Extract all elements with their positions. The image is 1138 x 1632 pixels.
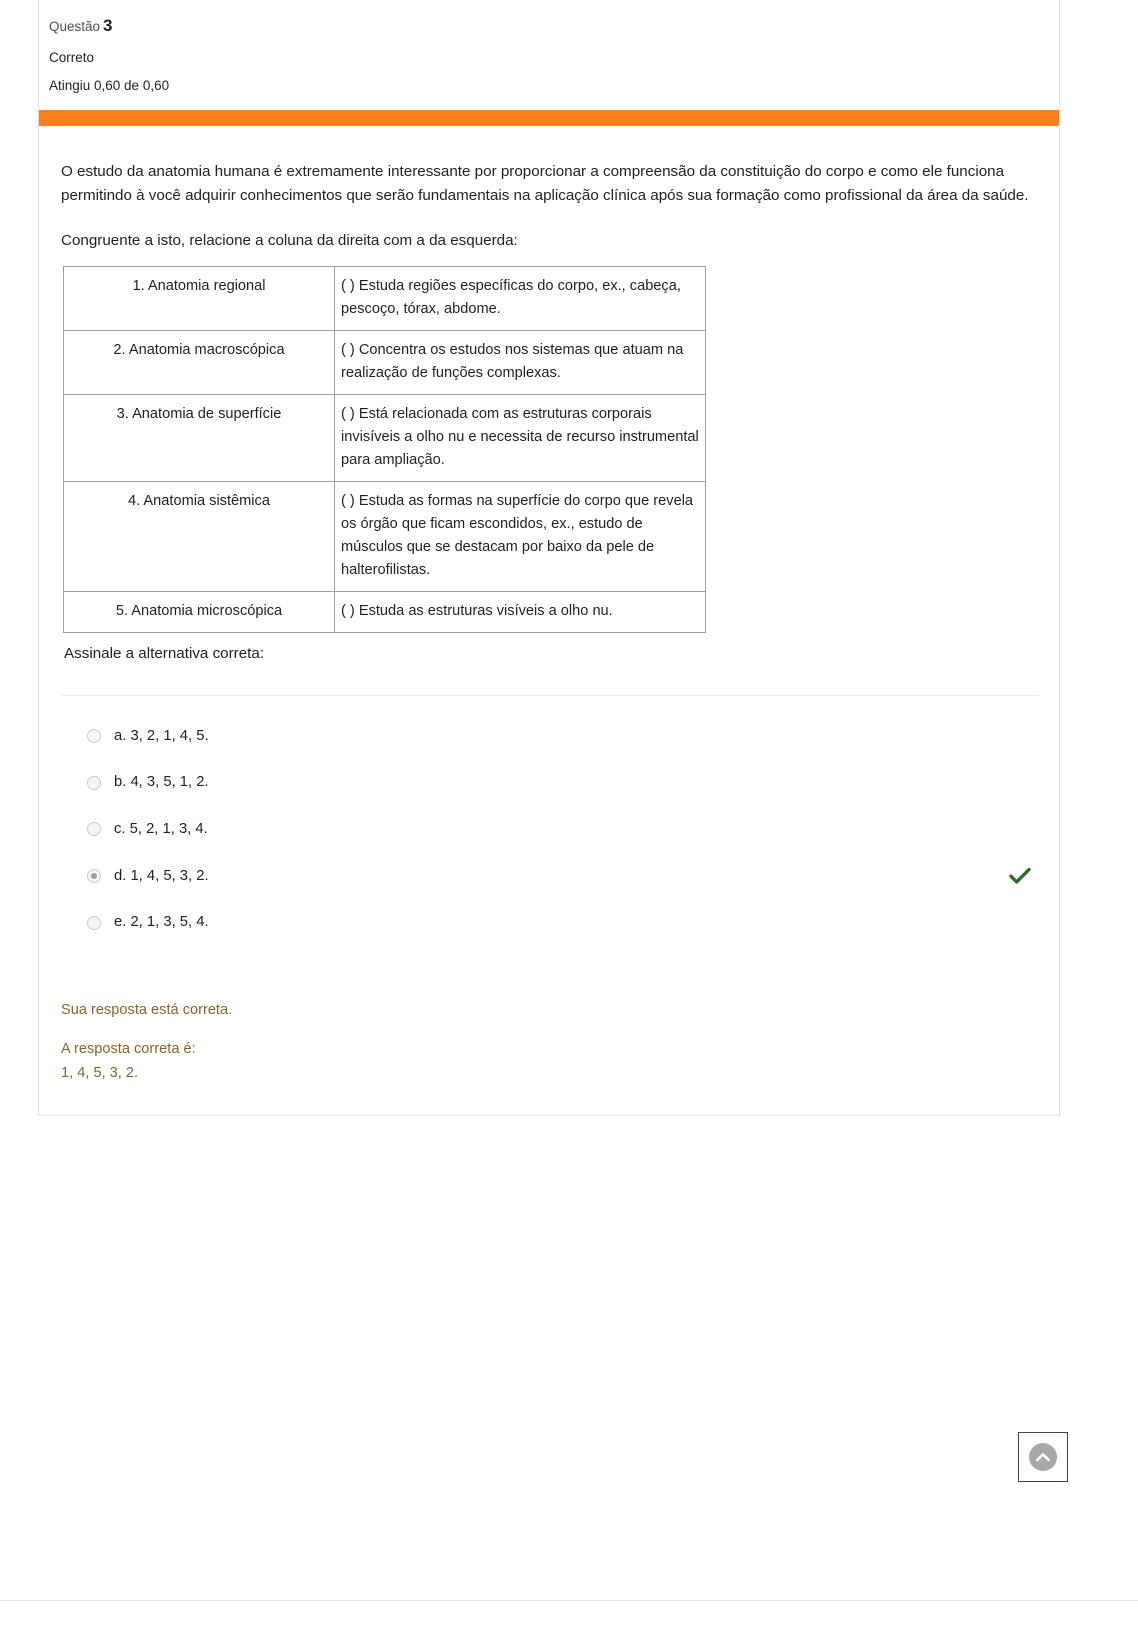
match-definition: ( ) Estuda as estruturas visíveis a olho nu. <box>335 592 706 633</box>
radio-option-a[interactable] <box>87 729 101 743</box>
feedback-correct-heading: A resposta correta é: <box>61 1040 196 1057</box>
option-label-e: e. 2, 1, 3, 5, 4. <box>114 914 209 931</box>
table-row <box>64 266 706 330</box>
option-label-a: a. 3, 2, 1, 4, 5. <box>114 727 209 744</box>
scroll-to-top-button[interactable] <box>1018 1432 1068 1482</box>
match-term: 2. Anatomia macroscópica <box>64 330 335 394</box>
page-bottom-divider <box>0 1600 1138 1601</box>
radio-option-c[interactable] <box>87 822 101 836</box>
option-label-b: b. 4, 3, 5, 1, 2. <box>114 774 209 791</box>
radio-option-b[interactable] <box>87 776 101 790</box>
table-row <box>64 394 706 481</box>
instruction-text: Assinale a alternativa correta: <box>64 645 265 663</box>
question-number-row <box>49 14 1059 39</box>
matching-table <box>63 266 706 634</box>
table-row <box>64 592 706 633</box>
chevron-up-icon <box>1029 1443 1057 1471</box>
option-row-a[interactable] <box>61 726 1039 747</box>
feedback-correct-value: 1, 4, 5, 3, 2. <box>61 1065 139 1082</box>
match-definition: ( ) Estuda as formas na superfície do corpo que revela os órgão que ficam escondidos, ex., estudo de músculos que se destacam por baixo da pele de halterofilistas. <box>335 481 706 591</box>
stem-paragraph-2: Congruente a isto, relacione a coluna da direita com a da esquerda: <box>61 232 518 250</box>
question-number-label: Questão <box>49 19 101 34</box>
answer-options <box>61 695 1039 934</box>
check-icon <box>1009 867 1031 885</box>
match-definition: ( ) Concentra os estudos nos sistemas que atuam na realização de funções complexas. <box>335 330 706 394</box>
match-term: 3. Anatomia de superfície <box>64 394 335 481</box>
match-definition: ( ) Estuda regiões específicas do corpo, ex., cabeça, pescoço, tórax, abdome. <box>335 266 706 330</box>
option-row-e[interactable] <box>61 912 1039 933</box>
question-stem <box>61 160 1039 254</box>
option-row-c[interactable] <box>61 819 1039 840</box>
match-term: 4. Anatomia sistêmica <box>64 481 335 591</box>
match-term: 5. Anatomia microscópica <box>64 592 335 633</box>
question-grade: Atingiu 0,60 de 0,60 <box>49 78 170 94</box>
question-card <box>38 0 1060 1116</box>
question-state: Correto <box>49 49 95 65</box>
status-bar <box>39 110 1059 126</box>
match-term: 1. Anatomia regional <box>64 266 335 330</box>
match-definition: ( ) Está relacionada com as estruturas corporais invisíveis a olho nu e necessita de recurso instrumental para ampliação. <box>335 394 706 481</box>
radio-option-e[interactable] <box>87 916 101 930</box>
feedback-result: Sua resposta está correta. <box>61 1002 233 1019</box>
question-number-value: 3 <box>103 16 113 35</box>
table-row <box>64 330 706 394</box>
stem-paragraph-1: O estudo da anatomia humana é extremamente interessante por proporcionar a compreensão da constituição do corpo e como ele funciona permitindo à você adquirir conhecimentos que serão fundamentais na aplicação clínica após sua formação como profissional da área da saúde. <box>61 162 1029 205</box>
question-info-header <box>39 0 1059 110</box>
option-label-d: d. 1, 4, 5, 3, 2. <box>114 867 209 884</box>
feedback-block <box>61 999 1039 1085</box>
option-row-d[interactable] <box>61 866 1039 887</box>
option-label-c: c. 5, 2, 1, 3, 4. <box>114 820 208 837</box>
table-row <box>64 481 706 591</box>
option-row-b[interactable] <box>61 772 1039 793</box>
radio-option-d[interactable] <box>87 869 101 883</box>
question-body <box>39 126 1059 1115</box>
